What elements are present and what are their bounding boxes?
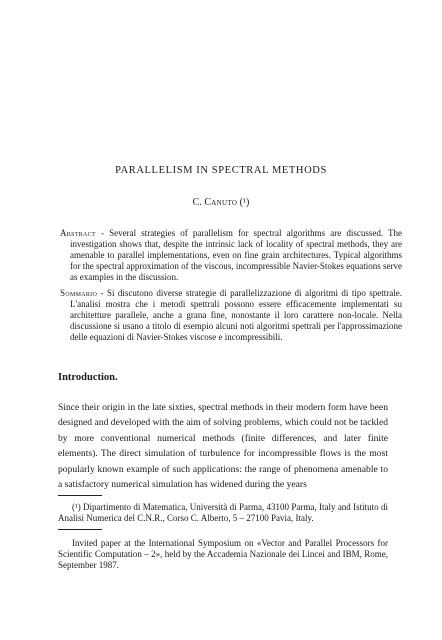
sommario [60,288,402,343]
sommario-label: Sommario [60,288,98,298]
footnote-rule [58,495,102,496]
footnote-rule-secondary [58,529,102,530]
author-surname: Canuto [204,197,238,208]
author-initial: C. [192,197,205,208]
author-line [0,197,442,208]
abstract-label: Abstract [60,228,96,238]
paper-title: PARALLELISM IN SPECTRAL METHODS [115,165,327,176]
abstract [60,228,402,283]
section-heading-introduction: Introduction. [58,372,118,383]
abstract-text: - Several strategies of parallelism for spectral algorithms are discussed. The investigation shows that, despite the intrinsic lack of locality of spectral methods, they are amenable to parallel implementations, even on fine grain architectures. Typical algorithms for the spectral approximation of the viscous, incompressible Navier-Stokes equations serve as examples in the discussion. [70,228,402,282]
introduction-paragraph: Since their origin in the late sixties, spectral methods in their modern form have been designed and developed with the aim of solving problems, which could not be tackled by more conventional numerical methods (finite differences, and later finite elements). The direct simulation of turbulence for incompressible flows is the most popularly known example of such applications: the range of phenomena amenable to a satisfactory numerical simulation has widened during the years [58,402,388,491]
author-footnote-ref: (¹) [237,197,250,208]
footnote-affiliation: (¹) Dipartimento di Matematica, Università di Parma, 43100 Parma, Italy and Istituto di Analisi Numerica del C.N.R., Corso C. Alberto, 5 – 27100 Pavia, Italy. [58,502,388,524]
footnote-invited-paper: Invited paper at the International Symposium on «Vector and Parallel Processors for Scientific Computation – 2», held by the Accademia Nazionale dei Lincei and IBM, Rome, September 1987. [58,538,388,571]
sommario-text: - Si discutono diverse strategie di parallelizzazione di algoritmi di tipo spettrale. L'analisi mostra che i metodi spettrali possono essere efficacemente implementati su architetture parallele, anche a grana fine, nonostante il loro carattere non-locale. Nella discussione si usano a titolo di esempio alcuni noti algoritmi spettrali per l'approssimazione delle equazioni di Navier-Stokes viscose e incompressibili. [70,288,402,342]
